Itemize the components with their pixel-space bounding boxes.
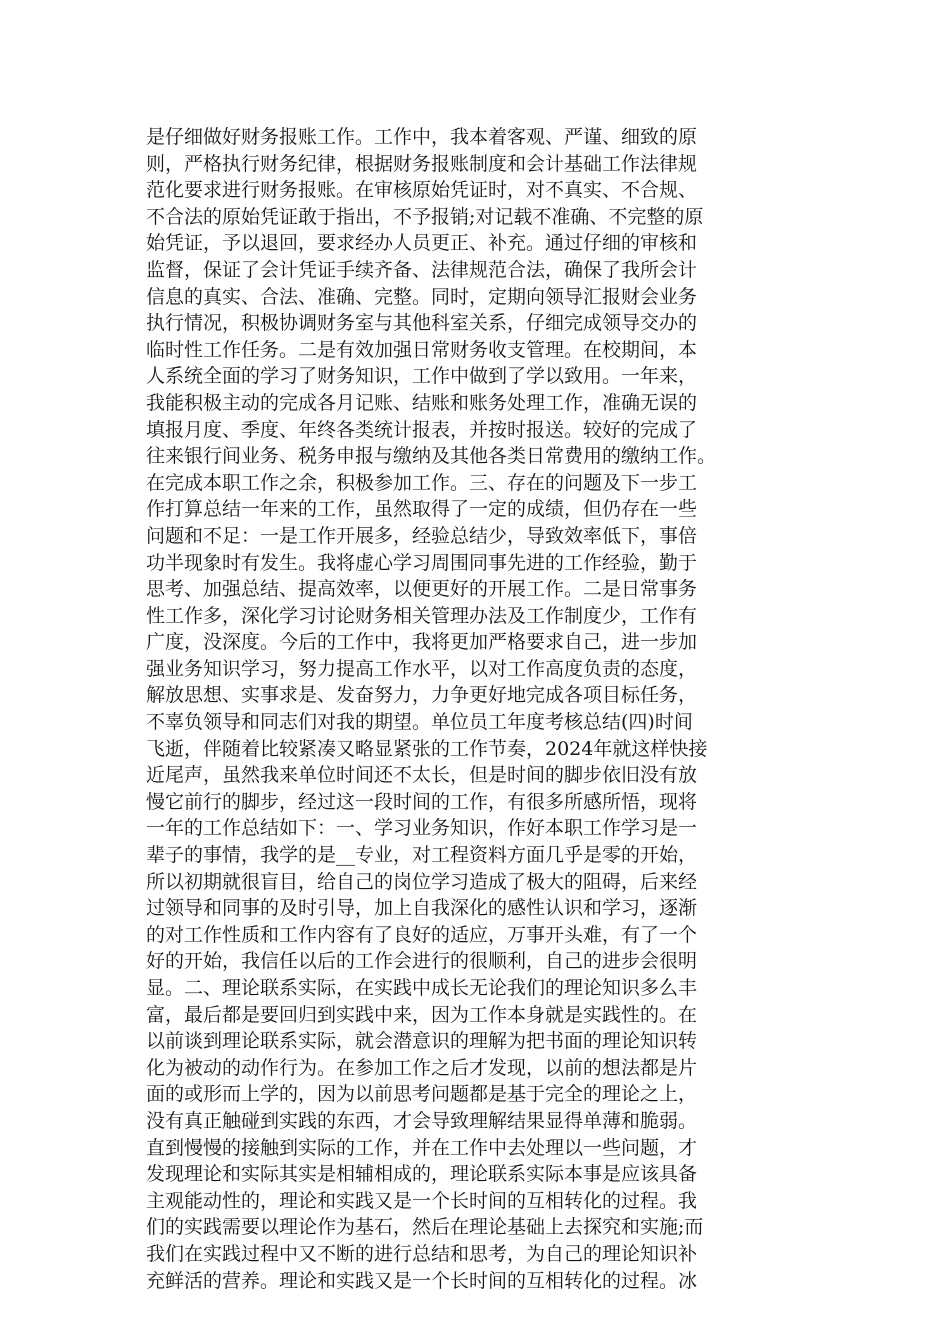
text-line: 所以初期就很盲目，给自己的岗位学习造成了极大的阻碍，后来经 [146, 870, 698, 893]
text-line: 人系统全面的学习了财务知识，工作中做到了学以致用。一年来， [146, 365, 698, 388]
text-line: 则，严格执行财务纪律，根据财务报账制度和会计基础工作法律规 [146, 152, 698, 175]
text-line: 直到慢慢的接触到实际的工作，并在工作中去处理以一些问题，才 [146, 1136, 698, 1159]
text-line: 问题和不足：一是工作开展多，经验总结少，导致效率低下，事倍 [146, 524, 698, 547]
text-line: 我们在实践过程中又不断的进行总结和思考，为自己的理论知识补 [146, 1242, 698, 1265]
text-line: 化为被动的动作行为。在参加工作之后才发现，以前的想法都是片 [146, 1056, 698, 1079]
text-line: 监督，保证了会计凭证手续齐备、法律规范合法，确保了我所会计 [146, 258, 698, 281]
text-line: 们的实践需要以理论作为基石，然后在理论基础上去探究和实施;而 [146, 1216, 704, 1239]
text-line: 以前谈到理论联系实际，就会潜意识的理解为把书面的理论知识转 [146, 1030, 698, 1053]
text-line: 信息的真实、合法、准确、完整。同时，定期向领导汇报财会业务 [146, 285, 698, 308]
text-line: 富，最后都是要回归到实践中来，因为工作本身就是实践性的。在 [146, 1003, 698, 1026]
text-line: 辈子的事情，我学的是__专业，对工程资料方面几乎是零的开始， [146, 844, 698, 867]
text-line: 过领导和同事的及时引导，加上自我深化的感性认识和学习，逐渐 [146, 897, 698, 920]
text-line: 不合法的原始凭证敢于指出，不予报销;对记载不准确、不完整的原 [146, 205, 704, 228]
text-line: 主观能动性的，理论和实践又是一个长时间的互相转化的过程。我 [146, 1189, 698, 1212]
text-line: 广度，没深度。今后的工作中，我将更加严格要求自己，进一步加 [146, 631, 698, 654]
text-line: 飞逝，伴随着比较紧凑又略显紧张的工作节奏，2024年就这样快接 [146, 737, 708, 760]
text-line: 填报月度、季度、年终各类统计报表，并按时报送。较好的完成了 [146, 418, 698, 441]
text-line: 近尾声，虽然我来单位时间还不太长，但是时间的脚步依旧没有放 [146, 764, 698, 787]
text-line: 慢它前行的脚步，经过这一段时间的工作，有很多所感所悟，现将 [146, 790, 698, 813]
text-line: 的对工作性质和工作内容有了良好的适应，万事开头难，有了一个 [146, 923, 698, 946]
text-line: 强业务知识学习，努力提高工作水平，以对工作高度负责的态度， [146, 657, 698, 680]
text-line: 性工作多，深化学习讨论财务相关管理办法及工作制度少，工作有 [146, 604, 698, 627]
text-line: 执行情况，积极协调财务室与其他科室关系，仔细完成领导交办的 [146, 312, 698, 335]
text-line: 不辜负领导和同志们对我的期望。单位员工年度考核总结(四)时间 [146, 711, 693, 734]
text-line: 始凭证，予以退回，要求经办人员更正、补充。通过仔细的审核和 [146, 232, 698, 255]
text-line: 显。二、理论联系实际，在实践中成长无论我们的理论知识多么丰 [146, 977, 698, 999]
text-line: 面的或形而上学的，因为以前思考问题都是基于完全的理论之上， [146, 1083, 698, 1106]
text-line: 临时性工作任务。二是有效加强日常财务收支管理。在校期间，本 [146, 338, 698, 361]
text-line: 充鲜活的营养。理论和实践又是一个长时间的互相转化的过程。冰 [146, 1269, 698, 1292]
text-line: 作打算总结一年来的工作，虽然取得了一定的成绩，但仍存在一些 [146, 498, 698, 521]
text-line: 往来银行间业务、税务申报与缴纳及其他各类日常费用的缴纳工作。 [146, 445, 717, 468]
text-line: 思考、加强总结、提高效率，以便更好的开展工作。二是日常事务 [146, 578, 698, 601]
text-line: 在完成本职工作之余，积极参加工作。三、存在的问题及下一步工 [146, 471, 698, 494]
text-line: 没有真正触碰到实践的东西，才会导致理解结果显得单薄和脆弱。 [146, 1109, 698, 1132]
text-line: 功半现象时有发生。我将虚心学习周围同事先进的工作经验，勤于 [146, 551, 698, 574]
text-line: 发现理论和实际其实是相辅相成的，理论联系实际本事是应该具备 [146, 1163, 698, 1186]
body-text [146, 124, 806, 1294]
text-line: 解放思想、实事求是、发奋努力，力争更好地完成各项目标任务， [146, 684, 698, 707]
text-line: 一年的工作总结如下：一、学习业务知识，作好本职工作学习是一 [146, 817, 698, 840]
text-line: 是仔细做好财务报账工作。工作中，我本着客观、严谨、细致的原 [146, 126, 698, 148]
text-line: 好的开始，我信任以后的工作会进行的很顺利，自己的进步会很明 [146, 950, 698, 973]
text-line: 我能积极主动的完成各月记账、结账和账务处理工作，准确无误的 [146, 391, 698, 414]
text-line: 范化要求进行财务报账。在审核原始凭证时，对不真实、不合规、 [146, 179, 698, 202]
